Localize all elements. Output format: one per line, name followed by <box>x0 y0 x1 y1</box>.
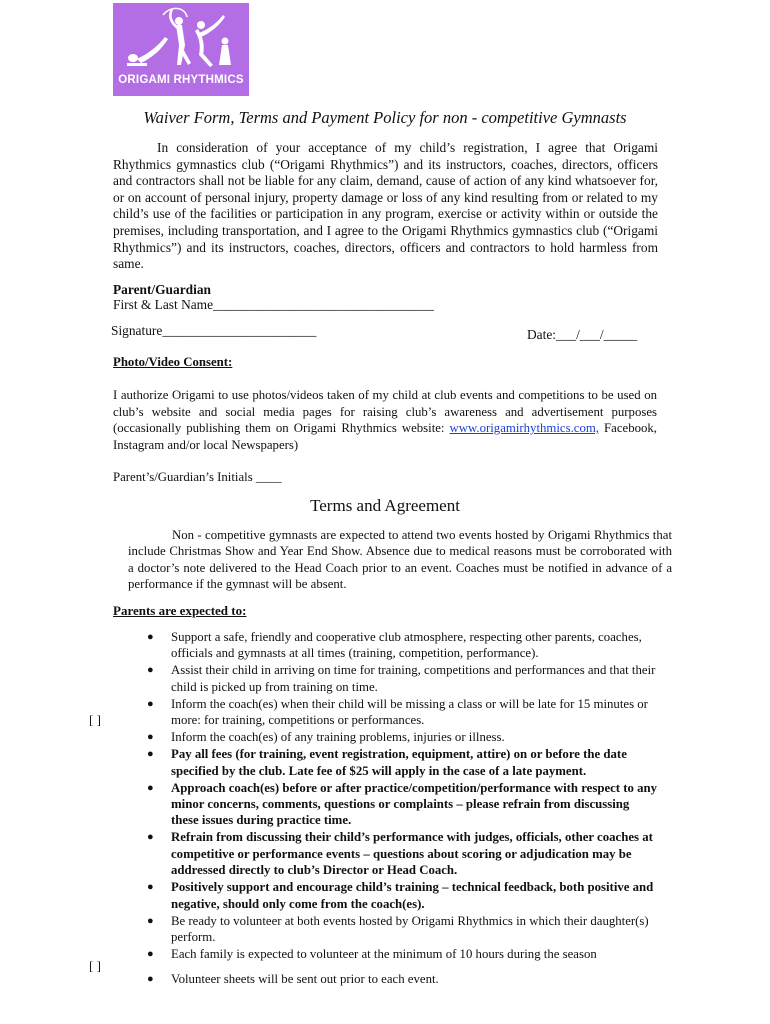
first-last-name-field[interactable]: First & Last Name_________________________________ <box>113 297 434 312</box>
bullet-icon: ● <box>147 973 154 986</box>
logo-wordmark: ORIGAMI RHYTHMICS <box>118 74 244 86</box>
list-item: ● Volunteer sheets will be sent out prior to each event. <box>147 972 439 987</box>
date-field[interactable]: Date:___/___/_____ <box>527 327 638 342</box>
list-item: ● Pay all fees (for training, event registration, equipment, attire) on or before the date specified by the club. Late fee of $25 will apply in the case of a late payment. <box>147 747 627 778</box>
liability-waiver-paragraph: In consideration of your acceptance of my child’s registration, I agree that Origami Rhythmics gymnastics club (“Origami Rhythmics”) and its instructors, coaches, directors, officers and contractors shall not be liable for any claim, demand, cause of action of any kind whatsoever for, or on account of personal injury, property damage or loss of any kind resulting from or related to my child’s use of the facilities or participation in any program, exercise or activity within or outside the premises, including transportation, and I agree to the Origami Rhythmics gymnastics club (“Origami Rhythmics”) and its instructors, coaches, directors, officers and contractors to hold harmless from same. <box>113 140 658 272</box>
terms-and-agreement-heading: Terms and Agreement <box>310 496 460 515</box>
parent-guardian-heading: Parent/Guardian <box>113 282 211 297</box>
list-item: ● Assist their child in arriving on time for training, competitions and performances and that their child is picked up from training on time. <box>147 663 656 694</box>
list-item: ● Support a safe, friendly and cooperative club atmosphere, respecting other parents, coaches, officials and gymnasts at all times (training, competition, performance). <box>147 630 642 661</box>
terms-paragraph: Non - competitive gymnasts are expected to attend two events hosted by Origami Rhythmics that include Christmas Show and Year End Show. Absence due to medical reasons must be corroborated with a doctor’s note delivered to the Head Coach prior to an event. Coaches must be notified in advance of a performance if the gymnast will be absent. <box>128 528 672 592</box>
bullet-icon: ● <box>147 781 154 794</box>
parents-expected-heading: Parents are expected to: <box>113 603 247 618</box>
photo-video-consent-heading: Photo/Video Consent: <box>113 355 233 369</box>
checkbox-bracket[interactable]: [ ] <box>89 712 101 727</box>
bullet-icon: ● <box>147 881 154 894</box>
bullet-icon: ● <box>147 831 154 844</box>
list-item: ● Inform the coach(es) of any training problems, injuries or illness. <box>147 730 505 745</box>
bullet-icon: ● <box>147 631 154 643</box>
guardian-initials-field[interactable]: Parent’s/Guardian’s Initials ____ <box>113 470 282 484</box>
website-link[interactable]: www.origamirhythmics.com, <box>449 421 600 436</box>
bullet-icon: ● <box>147 748 154 761</box>
photo-video-consent-paragraph <box>113 387 657 453</box>
bullet-icon: ● <box>147 914 154 927</box>
list-item: ● Positively support and encourage child’s training – technical feedback, both positive and negative, should only come from the coach(es). <box>147 880 654 911</box>
list-item: ● Be ready to volunteer at both events hosted by Origami Rhythmics in which their daughter(s) perform. <box>147 913 649 945</box>
bullet-icon: ● <box>147 731 154 744</box>
bullet-icon: ● <box>147 697 154 710</box>
photo-consent-text-end: Facebook, Instagram and/or local Newspapers) <box>113 421 657 452</box>
bullet-icon: ● <box>147 948 154 961</box>
parent-expectations-list <box>140 629 660 988</box>
form-title: Waiver Form, Terms and Payment Policy for non - competitive Gymnasts <box>143 108 627 127</box>
list-item: ● Each family is expected to volunteer at the minimum of 10 hours during the season <box>147 947 597 962</box>
bullet-icon: ● <box>147 664 154 677</box>
list-item: ● Approach coach(es) before or after practice/competition/performance with respect to any minor concerns, comments, questions or complaints – please refrain from discussing these issues during practice time. <box>147 780 658 828</box>
photo-consent-text: I authorize Origami to use photos/videos taken of my child at club events and competitions to be used on club’s website and social media pages for raising club’s awareness and advertisement purposes (occasionally publishing them on Origami Rhythmics website: <box>113 388 657 436</box>
list-item: ● Refrain from discussing their child’s performance with judges, officials, other coaches at competitive or performance events – questions about scoring or adjudication may be addressed directly to club’s Director or Head Coach. <box>147 830 653 878</box>
club-logo <box>113 3 249 96</box>
list-item: ● Inform the coach(es) when their child will be missing a class or will be late for 15 minutes or more: for training, competitions or performances. <box>147 696 648 728</box>
checkbox-bracket[interactable]: [ ] <box>89 958 101 973</box>
signature-field[interactable]: Signature_______________________ <box>111 323 317 338</box>
